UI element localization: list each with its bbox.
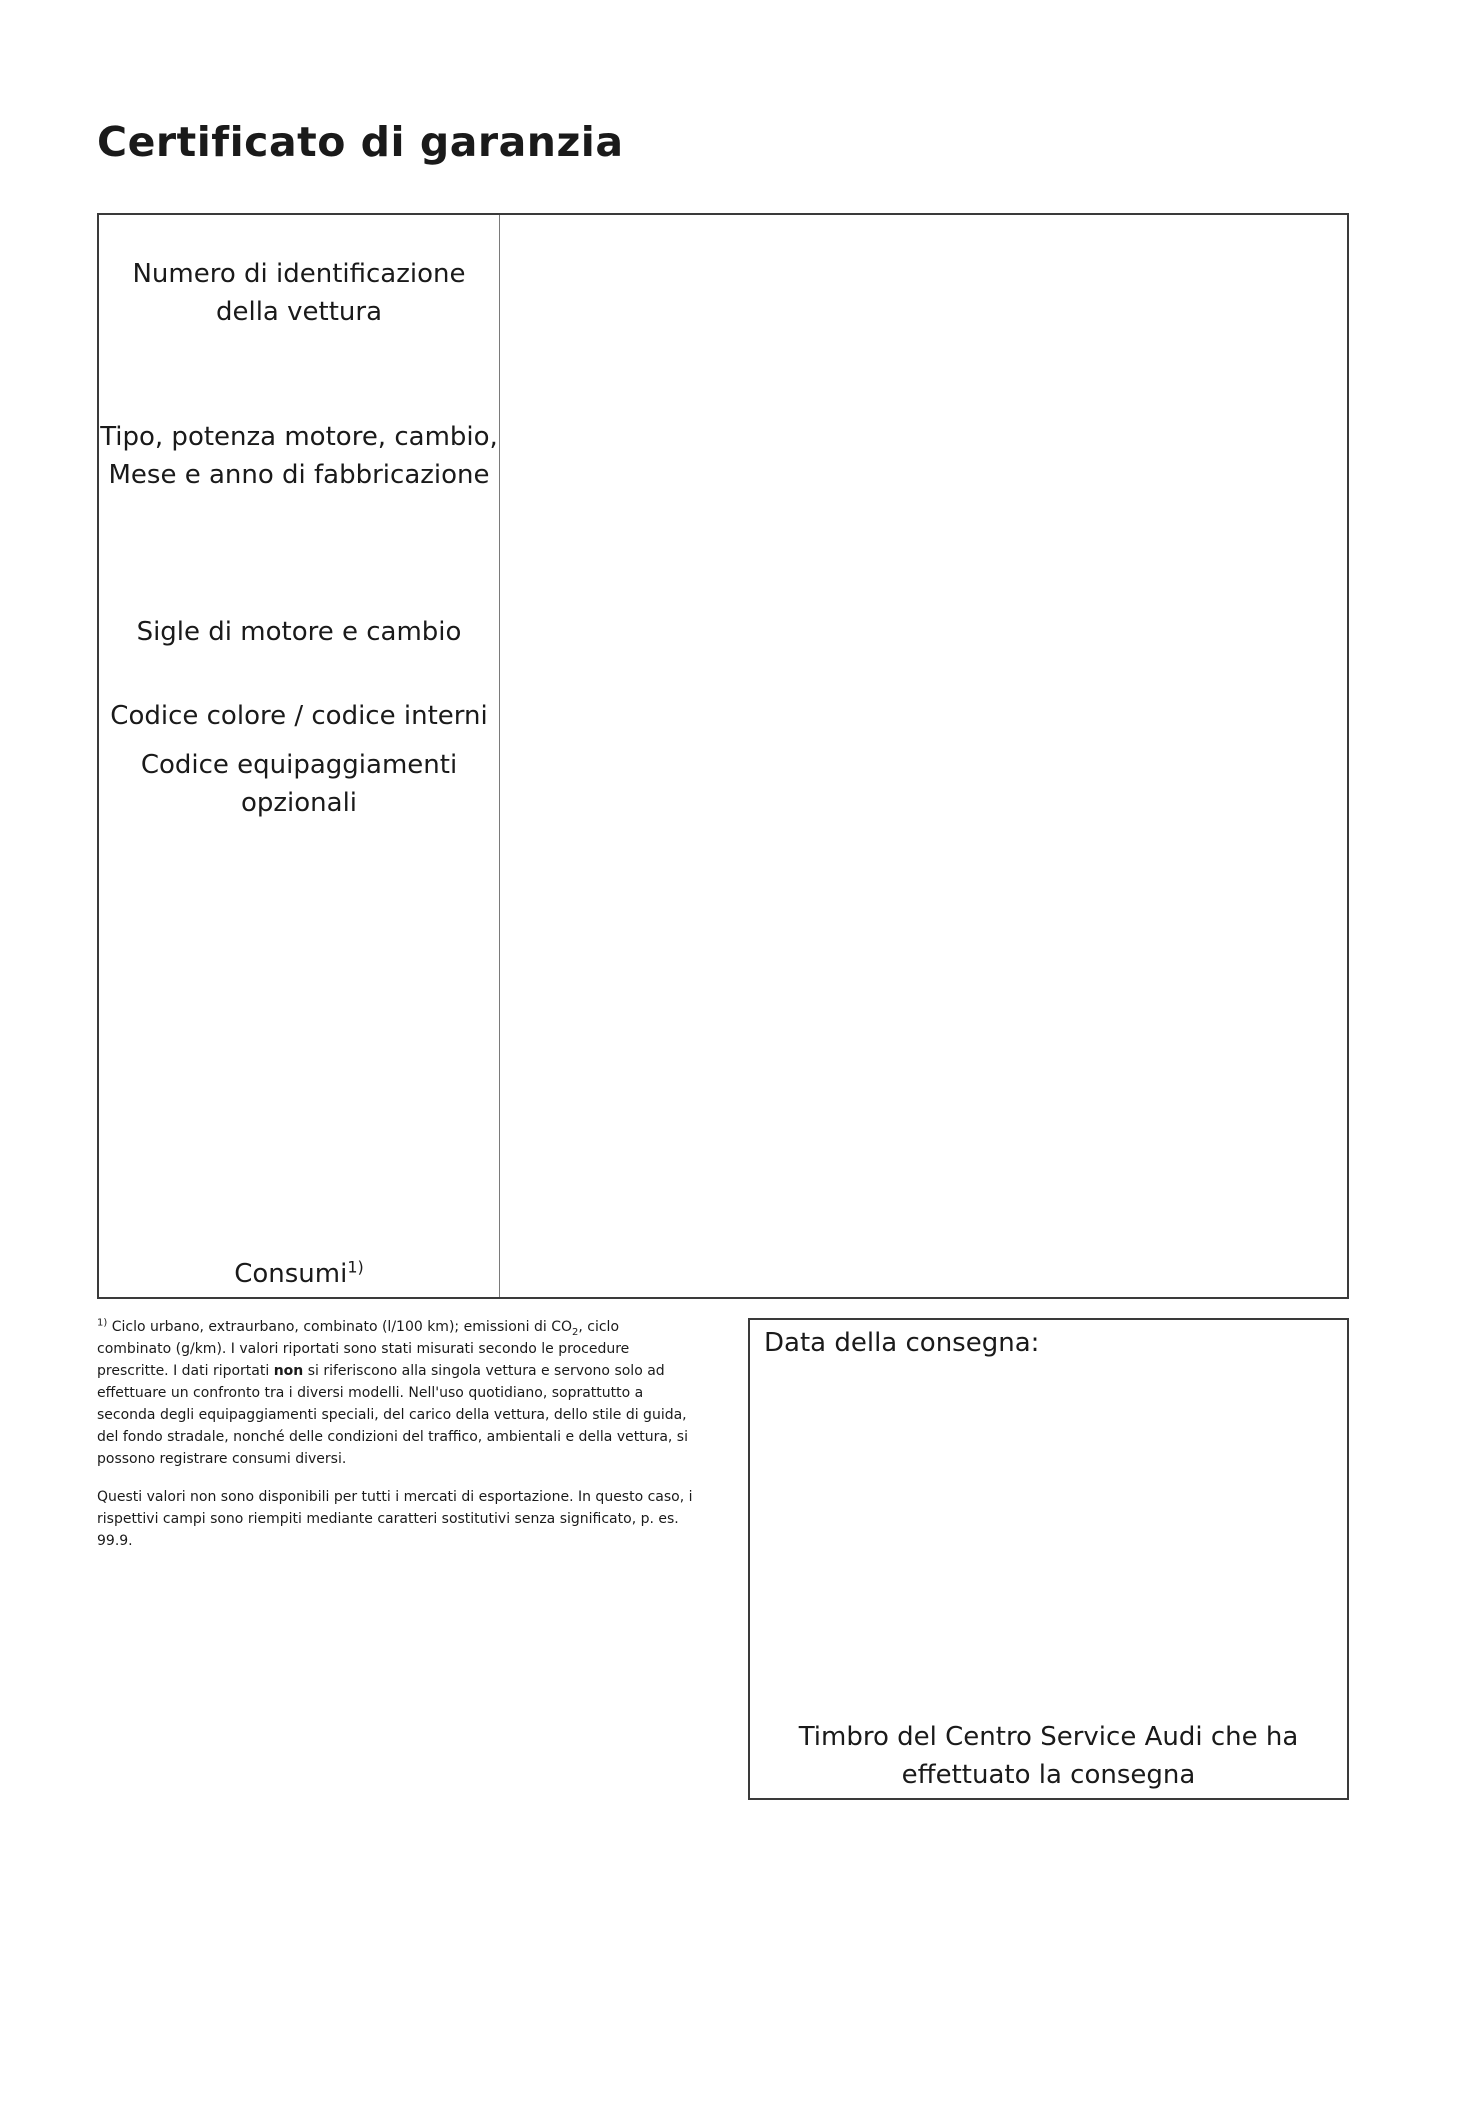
type-power-label: Tipo, potenza motore, cambio, Mese e anno di fabbricazione <box>100 422 498 490</box>
footnote-paragraph-2: Questi valori non sono disponibili per tutti i mercati di esportazione. In questo caso, i rispettivi campi sono riempiti mediante caratteri sostitutivi senza significato, p. es. 99.9. <box>97 1489 693 1549</box>
delivery-date-label: Data della consegna: <box>764 1328 1040 1358</box>
column-divider <box>499 215 500 1297</box>
consumption-text: Consumi <box>234 1259 348 1289</box>
footnote-text-1: Ciclo urbano, extraurbano, combinato (l/100 km); emissioni di CO <box>111 1319 572 1335</box>
engine-codes-label: Sigle di motore e cambio <box>136 617 462 647</box>
co2-subscript: 2 <box>572 1326 579 1338</box>
delivery-box <box>748 1318 1349 1800</box>
vin-label: Numero di identificazione della vettura <box>132 259 466 327</box>
footnote-marker: 1) <box>97 1317 108 1329</box>
consumption-note-ref: 1) <box>347 1257 364 1277</box>
footnote-text-3: si riferiscono alla singola vettura e servono solo ad effettuare un confronto tra i diversi modelli. Nell'uso quotidiano, soprattutto a seconda degli equipaggiamenti speciali, del carico della vettura, dello stile di guida, del fondo stradale, nonché delle condizioni del traffico, ambientali e della vettura, si possono registrare consumi diversi. <box>97 1363 688 1467</box>
consumption-label <box>99 1255 499 1293</box>
footnote-paragraph-1 <box>97 1316 697 1470</box>
dealer-stamp-label: Timbro del Centro Service Audi che ha effettuato la consegna <box>798 1722 1299 1790</box>
footnote-text-2: , ciclo combinato (g/km). I valori riportati sono stati misurati secondo le procedure prescritte. I dati riportati <box>97 1319 630 1379</box>
footnote-bold-word: non <box>273 1363 304 1379</box>
options-code-label: Codice equipaggiamenti opzionali <box>140 750 458 818</box>
consumption-footnote <box>97 1316 697 1568</box>
page-title: Certificato di garanzia <box>97 118 624 166</box>
vehicle-data-table <box>97 213 1349 1299</box>
color-code-label: Codice colore / codice interni <box>110 701 488 731</box>
